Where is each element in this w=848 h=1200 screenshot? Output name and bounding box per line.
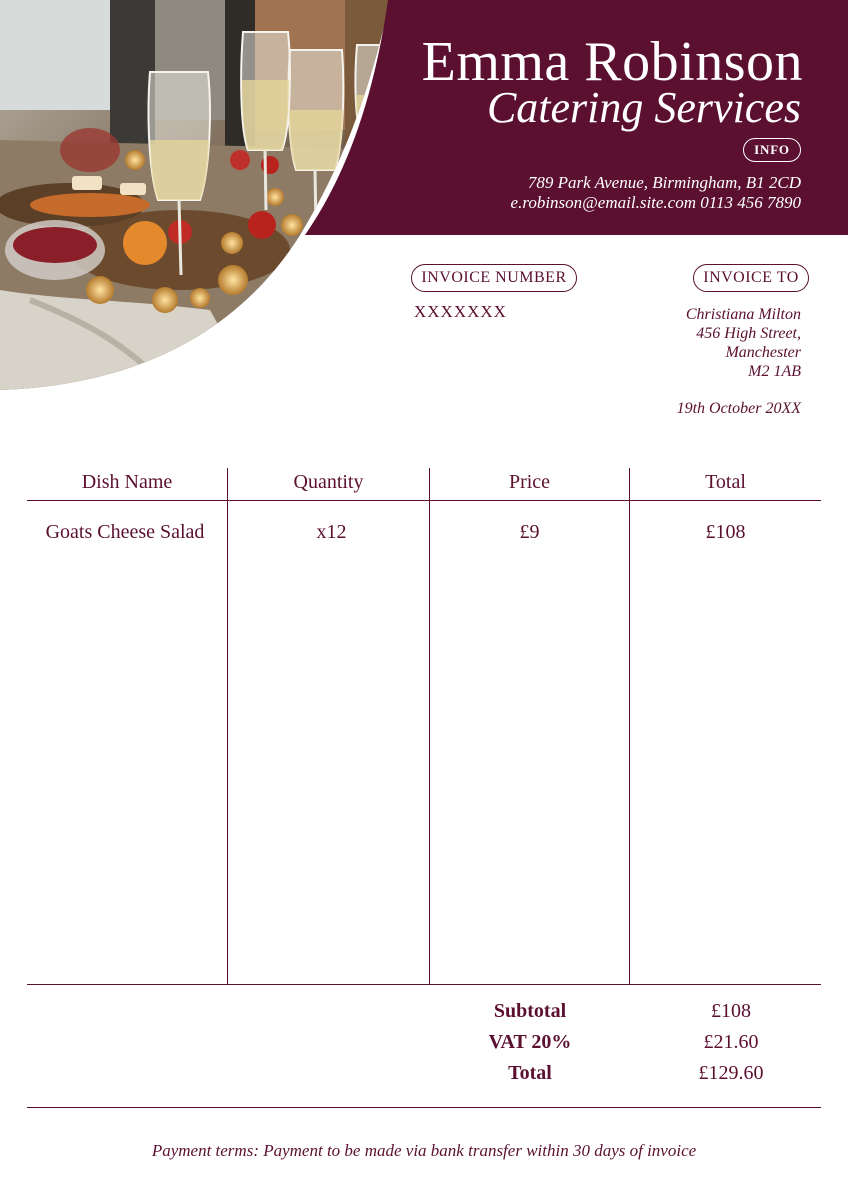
client-name: Christiana Milton <box>685 306 801 323</box>
client-postcode: M2 1AB <box>748 363 801 380</box>
vat-label: VAT 20% <box>488 1031 572 1053</box>
invoice-date: 19th October 20XX <box>676 400 801 417</box>
client-address <box>686 305 801 381</box>
total-value: £129.60 <box>698 1062 764 1084</box>
subtotal-label: Subtotal <box>493 1000 567 1022</box>
cell-dish-name: Goats Cheese Salad <box>45 520 205 543</box>
column-header-price: Price <box>508 470 551 493</box>
client-street: 456 High Street, <box>696 325 801 342</box>
table-bottom-rule <box>27 984 821 985</box>
business-name: Emma Robinson <box>421 31 803 93</box>
footer-divider <box>27 1107 821 1108</box>
business-contact: e.robinson@email.site.com 0113 456 7890 <box>510 193 801 212</box>
cell-total: £108 <box>705 520 746 543</box>
cell-price: £9 <box>519 520 540 543</box>
items-table <box>27 468 821 985</box>
business-subtitle: Catering Services <box>486 83 801 132</box>
vat-value: £21.60 <box>703 1031 759 1053</box>
invoice-to-label: INVOICE TO <box>693 264 809 292</box>
info-badge: INFO <box>743 138 801 162</box>
column-header-dish: Dish Name <box>81 470 173 493</box>
header-divider <box>27 500 821 501</box>
invoice-number-label: INVOICE NUMBER <box>411 264 577 292</box>
business-address: 789 Park Avenue, Birmingham, B1 2CD <box>527 173 801 192</box>
cell-quantity: x12 <box>316 520 347 543</box>
column-header-total: Total <box>705 470 746 493</box>
payment-terms: Payment terms: Payment to be made via bank transfer within 30 days of invoice <box>151 1141 697 1160</box>
total-label: Total <box>508 1062 552 1084</box>
client-city: Manchester <box>725 344 801 361</box>
subtotal-value: £108 <box>711 1000 751 1022</box>
column-header-quantity: Quantity <box>293 470 364 493</box>
invoice-number-value: XXXXXXX <box>414 302 507 321</box>
